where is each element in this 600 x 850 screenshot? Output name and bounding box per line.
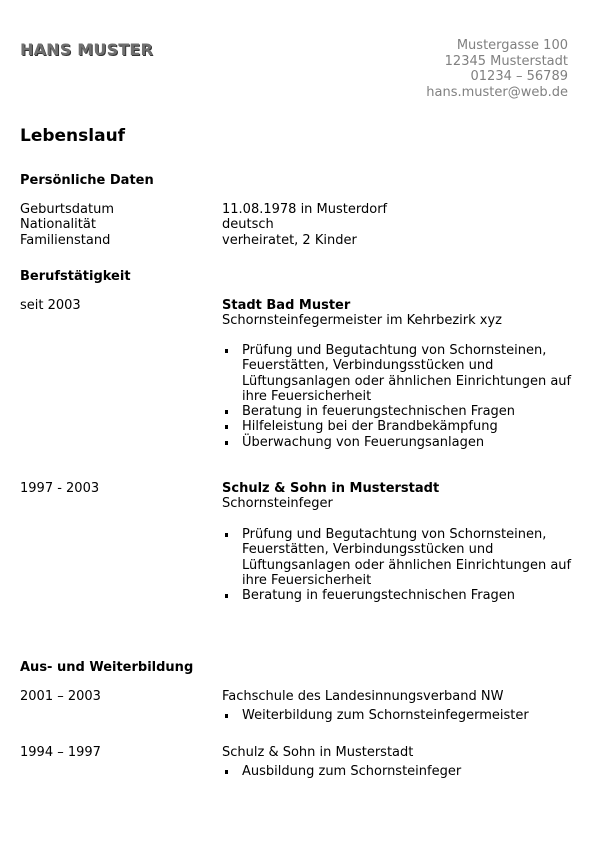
list-item: Beratung in feuerungstechnischen Fragen: [222, 588, 572, 603]
work-role: Schornsteinfeger: [222, 496, 333, 511]
personal-value-family: verheiratet, 2 Kinder: [222, 233, 357, 248]
work-employer: Stadt Bad Muster: [222, 298, 351, 313]
work-role: Schornsteinfegermeister im Kehrbezirk xyz: [222, 313, 502, 328]
list-item: Ausbildung zum Schornsteinfeger: [222, 764, 572, 779]
personal-label-birth: Geburtsdatum: [20, 202, 114, 217]
list-item: Beratung in feuerungstechnischen Fragen: [222, 404, 572, 419]
address-email: hans.muster@web.de: [426, 84, 568, 100]
list-item: Weiterbildung zum Schornsteinfegermeister: [222, 708, 572, 723]
section-heading-personal: Persönliche Daten: [20, 173, 154, 188]
list-item: Prüfung und Begutachtung von Schornsteinen, Feuerstätten, Verbindungsstücken und Lüftungsanlagen oder ähnlichen Einrichtungen auf ihre Feuersicherheit: [222, 343, 572, 404]
personal-value-nationality: deutsch: [222, 217, 274, 232]
contact-address: [426, 38, 568, 100]
work-period: 1997 - 2003: [20, 481, 100, 496]
education-details-list: [222, 764, 572, 779]
personal-value-birth: 11.08.1978 in Musterdorf: [222, 202, 388, 217]
personal-label-family: Familienstand: [20, 233, 111, 248]
list-item: Hilfeleistung bei der Brandbekämpfung: [222, 419, 572, 434]
list-item: Überwachung von Feuerungsanlagen: [222, 435, 572, 450]
education-period: 2001 – 2003: [20, 689, 101, 704]
work-period: seit 2003: [20, 298, 81, 313]
list-item: Prüfung und Begutachtung von Schornsteinen, Feuerstätten, Verbindungsstücken und Lüftungsanlagen oder ähnlichen Einrichtungen auf ihre Feuersicherheit: [222, 527, 572, 588]
education-institution: Fachschule des Landesinnungsverband NW: [222, 689, 504, 704]
document-title: Lebenslauf: [20, 126, 126, 146]
address-city: 12345 Musterstadt: [444, 53, 568, 69]
applicant-name: HANS MUSTER: [20, 40, 154, 59]
education-institution: Schulz & Sohn in Musterstadt: [222, 745, 414, 760]
address-phone: 01234 – 56789: [470, 69, 568, 84]
education-period: 1994 – 1997: [20, 745, 101, 760]
section-heading-work: Berufstätigkeit: [20, 269, 131, 284]
section-heading-education: Aus- und Weiterbildung: [20, 660, 194, 675]
work-duties-list: [222, 343, 572, 450]
personal-label-nationality: Nationalität: [20, 217, 96, 232]
address-street: Mustergasse 100: [456, 38, 568, 53]
education-details-list: [222, 708, 572, 723]
work-duties-list: [222, 527, 572, 603]
work-employer: Schulz & Sohn in Musterstadt: [222, 481, 440, 496]
